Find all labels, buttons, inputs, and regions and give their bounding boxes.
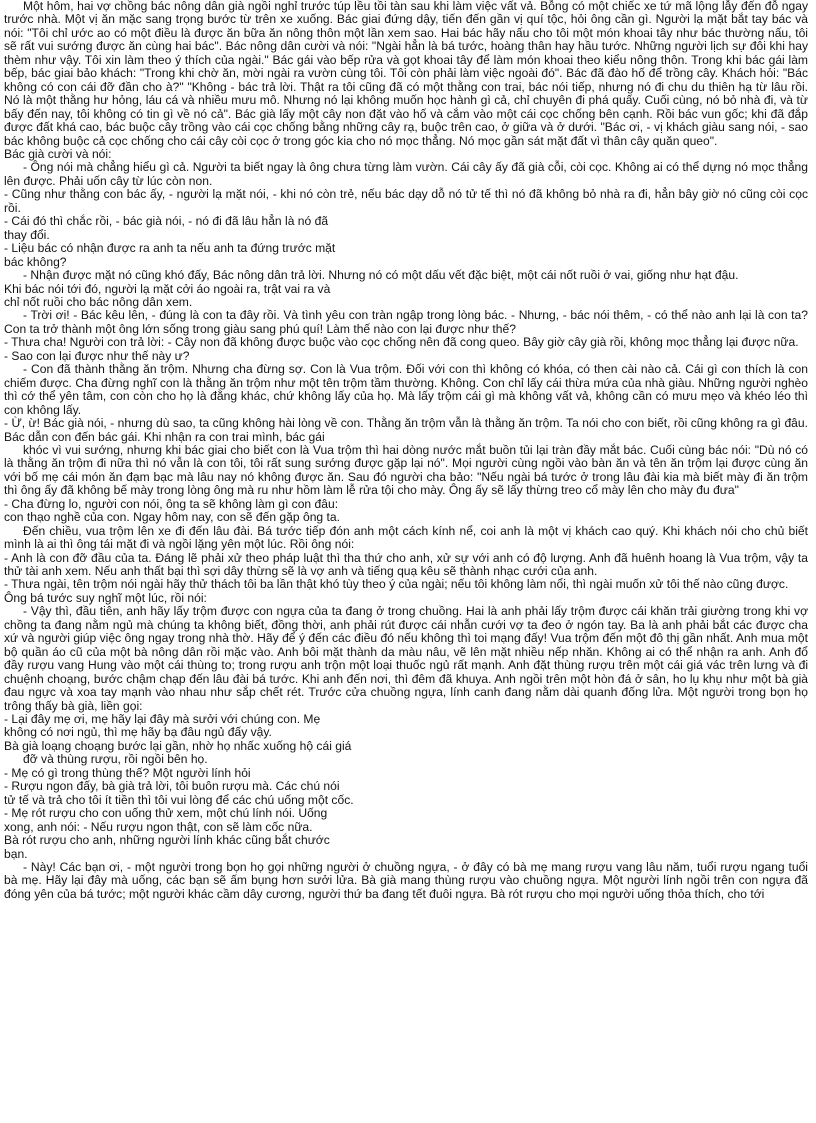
paragraph: - Ông nói mà chẳng hiểu gì cả. Người ta biết ngay là ông chưa từng làm vườn. Cái cây ấy đã già cỗi, còi cọc. Không ai có thể dựng nó mọc thẳng lên được. Phải uốn cây từ lúc còn non. <box>4 160 808 188</box>
paragraph: - Thưa cha! Người con trả lời: - Cây non đã không được buộc vào cọc chống nên đã cong queo. Bây giờ cây già rồi, không mọc thẳng lại được nữa. <box>4 335 799 350</box>
paragraph: - Anh là con đỡ đầu của ta. Đáng lẽ phải xử theo pháp luật thì tha thứ cho anh, xử sự với anh có độ lượng. Anh đã huênh hoang là Vua trộm, vậy ta thử tài anh xem. Nếu anh thất bại thì sợi dây thừng sẽ là vợ anh và tiếng quạ kêu sẽ thành nhạc cưới của anh. <box>4 550 808 579</box>
paragraph: chỉ nốt ruồi cho bác nông dân xem. <box>4 294 193 309</box>
paragraph: khóc vì vui sướng, nhưng khi bác giai cho biết con là Vua trộm thì hai dòng nước mắt buồn tủi lại tràn đầy mắt bác. Cuối cùng bác nói: "Dù nó có là thằng ăn trộm đi nữa thì nó vẫn là con tôi, tôi rất sung sướng được gặp lại nó". Mọi người cùng ngồi vào bàn ăn và tên ăn trộm lại được cùng ăn với bố mẹ cái món ăn đạm bạc mà lâu nay nó không được ăn. Sau đó người cha bảo: "Nếu ngài bá tước ở trong lâu đài kia mà biết mày đi ăn trộm thì ông ấy đã không bế mày trong lòng ông mà ru như hồm làm lễ rửa tội cho mày. Ông ấy sẽ lấy thừng treo cổ mày lên cho mày đu đưa" <box>4 442 808 498</box>
paragraph: Khi bác nói tới đó, người lạ mặt cởi áo ngoài ra, trật vai ra và <box>4 281 331 296</box>
paragraph: Một hôm, hai vợ chồng bác nông dân già ngồi nghỉ trước túp lều tồi tàn sau khi làm việc vất vả. Bỗng có một chiếc xe tứ mã lộng lẫy đến đỗ ngay trước nhà. Một vị ăn mặc sang trọng bước từ trên xe xuống. Bác giai đứng dậy, tiến đến gần vị quí tộc, hỏi ông cần gì. Người lạ mặt bắt tay bác và nói: "Tôi chỉ ước ao có một điều là được ăn bữa ăn nông thôn một lần xem sao. Hai bác hãy nấu cho tôi một món khoai tây như bác thường nấu, tôi sẽ rất vui sướng được ăn cùng hai bác". Bác nông dân cười và nói: "Ngài hẳn là bá tước, hoàng thân hay hầu tước. Những người lịch sự đôi khi hay thèm như vậy. Tôi xin làm theo ý thích của ngài." Bác gái vào bếp rửa và gọt khoai tây để làm món khoai theo kiểu nông thôn. Trong khi bác gái làm bếp, bác giai bảo khách: "Trong khi chờ ăn, mời ngài ra vườn cùng tôi. Tôi còn phải làm việc ngoài đó". Bác đã đào hố để trồng cây. Khách hỏi: "Bác không có con cái đỡ đần cho à?" "Không - bác trả lời. Thật ra tôi cũng đã có một thằng con trai, bác nói tiếp, nhưng nó đi chu du thiên hạ từ lâu rồi. Nó là một thằng hư hỏng, láu cá và nhiều mưu mô. Nhưng nó lại không muốn học hành gì cả, chỉ chuyên đi phá quấy. Cuối cùng, nó bỏ nhà đi, và từ bấy đến nay, tôi không có tin gì về nó cả". Bác già lấy một cây non đặt vào hố và cắm vào một cái cọc chống bên cạnh. Rồi bác vun gốc; khi đã đắp được đất khá cao, bác buộc cây trồng vào cái cọc chống bằng những cây rạ, buộc trên cao, ở giữa và ở dưới. "Bác ơi, - vị khách giàu sang nói, - sao bác không buộc cả cọc chống cho cái cây còi cọc ở trong góc kia cho nó mọc thẳng. Nó mọc gần sát mặt đất vì thân cây quăn queo". <box>4 0 808 148</box>
paragraph: - Nhận được mặt nó cũng khó đấy, Bác nông dân trả lời. Nhưng nó có một dấu vết đặc biệt, một cái nốt ruồi ở vai, giống như hạt đậu. <box>23 268 739 283</box>
paragraph: Bà già loạng choạng bước lại gần, nhờ họ nhấc xuống hộ cái giá <box>4 738 352 753</box>
paragraph: Bác già cười và nói: <box>4 146 112 161</box>
paragraph: - Cha đừng lo, người con nói, ông ta sẽ không làm gì con đâu: <box>4 496 339 511</box>
paragraph: - Rượu ngon đấy, bà già trả lời, tôi buôn rượu mà. Các chú nói <box>4 779 340 794</box>
paragraph: con thạo nghề của con. Ngay hôm nay, con sẽ đến gặp ông ta. <box>4 510 340 525</box>
paragraph: Bà rót rượu cho anh, những người lính khác cũng bắt chước <box>4 833 330 848</box>
paragraph: - Cái đó thì chắc rồi, - bác già nói, - nó đi đã lâu hẳn là nó đã <box>4 214 329 229</box>
paragraph: - Mẹ có gì trong thùng thế? Một người lính hỏi <box>4 765 251 780</box>
paragraph: - Trời ơi! - Bác kêu lên, - đúng là con ta đây rồi. Và tình yêu con tràn ngập trong lòng bác. - Nhưng, - bác nói thêm, - có thể nào anh lại là con ta? Con ta trở thành một ông lớn sống trong giàu sang phú quí! Làm thế nào con lại được như thế? <box>4 308 808 336</box>
paragraph: - Liệu bác có nhận được ra anh ta nếu anh ta đứng trước mặt <box>4 241 336 256</box>
paragraph: - Thưa ngài, tên trộm nói ngài hãy thử thách tôi ba lần thật khó tùy theo ý của ngài; nếu tôi không làm nổi, thì ngài muốn xử tôi thế nào cũng được. <box>4 577 789 592</box>
paragraph: Ông bá tước suy nghĩ một lúc, rồi nói: <box>4 590 207 605</box>
paragraph: - Cũng như thằng con bác ấy, - người lạ mặt nói, - khi nó còn trẻ, nếu bác dạy dỗ nó tử tế thì nó đã không bỏ nhà ra đi, hẳn bây giờ nó cũng còi cọc rồi. <box>4 187 808 215</box>
paragraph: tử tế và trả cho tôi ít tiền thì tôi vui lòng để các chú uống một cốc. <box>4 792 354 807</box>
paragraph: thay đổi. <box>4 227 50 242</box>
paragraph: xong, anh nói: - Nếu rượu ngon thật, con sẽ làm cốc nữa. <box>4 819 313 834</box>
paragraph: - Sao con lại được như thế này ư? <box>4 348 190 363</box>
paragraph: - Lại đây mẹ ơi, mẹ hãy lại đây mà sưởi với chúng con. Mẹ <box>4 712 321 727</box>
paragraph: - Vậy thì, đầu tiên, anh hãy lấy trộm được con ngựa của ta đang ở trong chuồng. Hai là anh phải lấy trộm được cái khăn trải giường trong khi vợ chồng ta đang nằm ngủ mà chúng ta không biết, đồng thời, anh phải rút được cái nhẫn cưới vợ ta đeo ở ngón tay. Ba là anh phải bắt các được cha xứ và người giúp việc ông ngay trong nhà thờ. Hãy để ý đến các điều đó nếu không thì toi mạng đấy! Vua trộm đến một đô thị gần nhất. Anh mua một bộ quần áo cũ của một bà nông dân rồi mặc vào. Anh bôi mặt thành da màu nâu, vẽ lên mặt nhiều nếp nhăn. Không ai có thể nhận ra anh. Anh đổ đầy rượu vang Hung vào một cái thùng to; trong rượu anh trộn một loại thuốc ngủ rất mạnh. Anh đặt thùng rượu trên một cái giá vác trên lưng và đi chuệnh choạng, bước chậm chạp đến lâu đài bá tước. Khi anh đến nơi, thì đêm đã khuya. Anh ngồi trên một hòn đá ở sân, ho lụ khụ như một bà già đau ngực và xoa tay mạnh vào nhau như sắp chết rét. Trước cửa chuồng ngựa, lính canh đang nằm dài quanh đống lửa. Một người trong bọn họ trông thấy bà già, liền gọi: <box>4 604 808 713</box>
paragraph: bác không? <box>4 254 67 269</box>
paragraph: bạn. <box>4 846 28 861</box>
paragraph: đỡ và thùng rượu, rồi ngồi bên họ. <box>23 752 208 767</box>
paragraph: không có nơi ngủ, thì mẹ hãy bạ đâu ngủ đấy vậy. <box>4 725 272 740</box>
paragraph: Đến chiều, vua trộm lên xe đi đến lâu đài. Bá tước tiếp đón anh một cách kính nể, coi anh là một vị khách cao quý. Khi khách nói cho chủ biết mình là ai thì ông tái mặt đi và ngồi lặng yên một lúc. Rồi ông nói: <box>4 523 808 552</box>
paragraph: - Con đã thành thằng ăn trộm. Nhưng cha đừng sợ. Con là Vua trộm. Đối với con thì không có khóa, có then cài nào cả. Cái gì con thích là con chiếm được. Cha đừng nghĩ con là thằng ăn trộm như một tên trộm tầm thường. Không. Con chỉ lấy cái thừa mứa của nhà giàu. Những người nghèo thì cớ thể yên tâm, con còn cho họ là đằng khác, chứ không lấy của họ. Mà lấy trộm cái gì mà không vất vả, không cần có mưu mẹo và khéo léo thì con không lấy. <box>4 362 808 417</box>
paragraph: - Ừ, ừ! Bác già nói, - nhưng dù sao, ta cũng không hài lòng về con. Thằng ăn trộm vẫn là thằng ăn trộm. Ta nói cho con biết, rồi cũng không ra gì đâu. Bác dẫn con đến bác gái. Khi nhận ra con trai mình, bác gái <box>4 416 808 444</box>
paragraph: - Mẹ rót rượu cho con uống thử xem, một chú lính nói. Uống <box>4 806 328 821</box>
paragraph: - Này! Các bạn ơi, - một người trong bọn họ gọi những người ở chuồng ngựa, - ở đây có bà mẹ mang rượu vang lâu năm, tuổi rượu ngang tuổi bà mẹ. Hãy lại đây mà uống, các bạn sẽ ấm bụng hơn sưởi lửa. Bà già mang thùng rượu vào chuồng ngựa. Một người lính ngồi trên con ngựa đã đóng yên của bá tước; một người khác cầm dây cương, người thứ ba đang tết đuôi ngựa. Bà rót rượu cho mọi người uống thỏa thích, cho tới <box>4 860 808 901</box>
